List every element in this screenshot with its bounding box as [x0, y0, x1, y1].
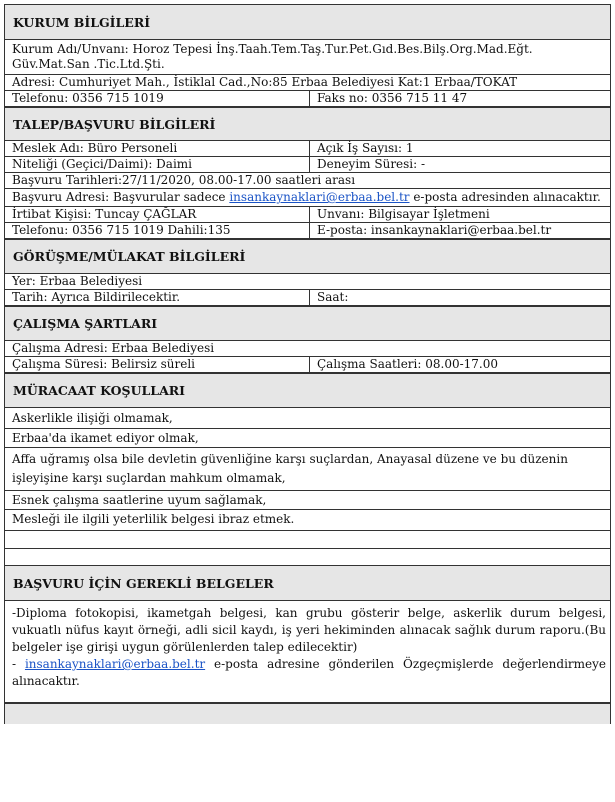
- blank-row: [5, 531, 610, 549]
- kurum-adres: Adresi: Cumhuriyet Mah., İstiklal Cad.,No:85 Erbaa Belediyesi Kat:1 Erbaa/TOKAT: [5, 75, 610, 91]
- calisma-saatleri: Çalışma Saatleri: 08.00-17.00: [317, 357, 499, 371]
- acik-is-sayisi: Açık İş Sayısı: 1: [317, 141, 414, 155]
- irtibat-kisisi: İrtibat Kişisi: Tuncay ÇAĞLAR: [5, 207, 310, 222]
- belgeler-email-paragraph: [5, 656, 610, 703]
- calisma-adresi: Çalışma Adresi: Erbaa Belediyesi: [5, 341, 610, 357]
- talep-row-4: [5, 223, 610, 239]
- belgeler-email-suffix: e-posta adresine gönderilen Özgeçmişlerde değerlendirmeye alınacaktır.: [12, 657, 607, 688]
- blank-row: [5, 549, 610, 565]
- muracaat-item: Erbaa'da ikamet ediyor olmak,: [5, 429, 610, 448]
- talep-row-2: [5, 157, 610, 173]
- section-header-talep: TALEP/BAŞVURU BİLGİLERİ: [5, 107, 610, 141]
- section-header-belgeler: BAŞVURU İÇİN GEREKLİ BELGELER: [5, 565, 610, 601]
- gorusme-saat: Saat:: [317, 290, 349, 304]
- kurum-faks: Faks no: 0356 715 11 47: [317, 91, 468, 105]
- muracaat-item: Mesleği ile ilgili yeterlilik belgesi ibraz etmek.: [5, 510, 610, 531]
- section-header-empty: [5, 703, 610, 724]
- muracaat-item: Esnek çalışma saatlerine uyum sağlamak,: [5, 491, 610, 510]
- deneyim-suresi: Deneyim Süresi: -: [317, 157, 426, 171]
- basvuru-adresi: [5, 189, 610, 207]
- muracaat-item: Affa uğramış olsa bile devletin güvenliğine karşı suçlardan, Anayasal düzene ve bu düzenin işleyişine karşı suçlardan mahkum olmamak,: [5, 448, 610, 491]
- calisma-suresi: Çalışma Süresi: Belirsiz süreli: [5, 357, 310, 372]
- kurum-unvan: Kurum Adı/Unvanı: Horoz Tepesi İnş.Taah.Tem.Taş.Tur.Pet.Gıd.Bes.Bilş.Org.Mad.Eğt. Güv.Mat.San .Tic.Ltd.Şti.: [5, 40, 610, 75]
- belgeler-dash: -: [12, 657, 25, 671]
- meslek-adi: Meslek Adı: Büro Personeli: [5, 141, 310, 156]
- talep-row-3: [5, 207, 610, 223]
- basvuru-tarihleri: Başvuru Tarihleri:27/11/2020, 08.00-17.00 saatleri arası: [5, 173, 610, 189]
- calisma-row: [5, 357, 610, 373]
- section-header-calisma: ÇALIŞMA ŞARTLARI: [5, 306, 610, 341]
- email-link[interactable]: insankaynaklari@erbaa.bel.tr: [229, 190, 410, 204]
- niteligi: Niteliği (Geçici/Daimi): Daimi: [5, 157, 310, 172]
- basvuru-adresi-suffix: e-posta adresinden alınacaktır.: [409, 190, 601, 204]
- irtibat-eposta: E-posta: insankaynaklari@erbaa.bel.tr: [317, 223, 552, 237]
- section-header-gorusme: GÖRÜŞME/MÜLAKAT BİLGİLERİ: [5, 239, 610, 274]
- irtibat-unvan: Unvanı: Bilgisayar İşletmeni: [317, 207, 490, 221]
- kurum-telefon: Telefonu: 0356 715 1019: [5, 91, 310, 106]
- kurum-contact-row: [5, 91, 610, 107]
- gorusme-yer: Yer: Erbaa Belediyesi: [5, 274, 610, 290]
- gorusme-row: [5, 290, 610, 306]
- job-posting-form: [4, 4, 611, 724]
- basvuru-adresi-text: Başvuru Adresi: Başvurular sadece: [12, 190, 230, 204]
- muracaat-item: Askerlikle ilişiği olmamak,: [5, 408, 610, 429]
- gorusme-tarih: Tarih: Ayrıca Bildirilecektir.: [5, 290, 310, 305]
- belgeler-paragraph: -Diploma fotokopisi, ikametgah belgesi, kan grubu gösterir belge, askerlik durum belgesi, vukuatlı nüfus kayıt örneği, adli sicil kaydı, iş yeri hekiminden alınacak sağlık durum raporu.(Bu belgeler işe girişi uygun görülenlerden talep edilecektir): [12, 606, 606, 654]
- email-link[interactable]: insankaynaklari@erbaa.bel.tr: [24, 657, 206, 671]
- section-header-muracaat: MÜRACAAT KOŞULLARI: [5, 373, 610, 408]
- irtibat-telefon: Telefonu: 0356 715 1019 Dahili:135: [5, 223, 310, 238]
- talep-row-1: [5, 141, 610, 157]
- section-header-kurum: KURUM BİLGİLERİ: [5, 4, 610, 40]
